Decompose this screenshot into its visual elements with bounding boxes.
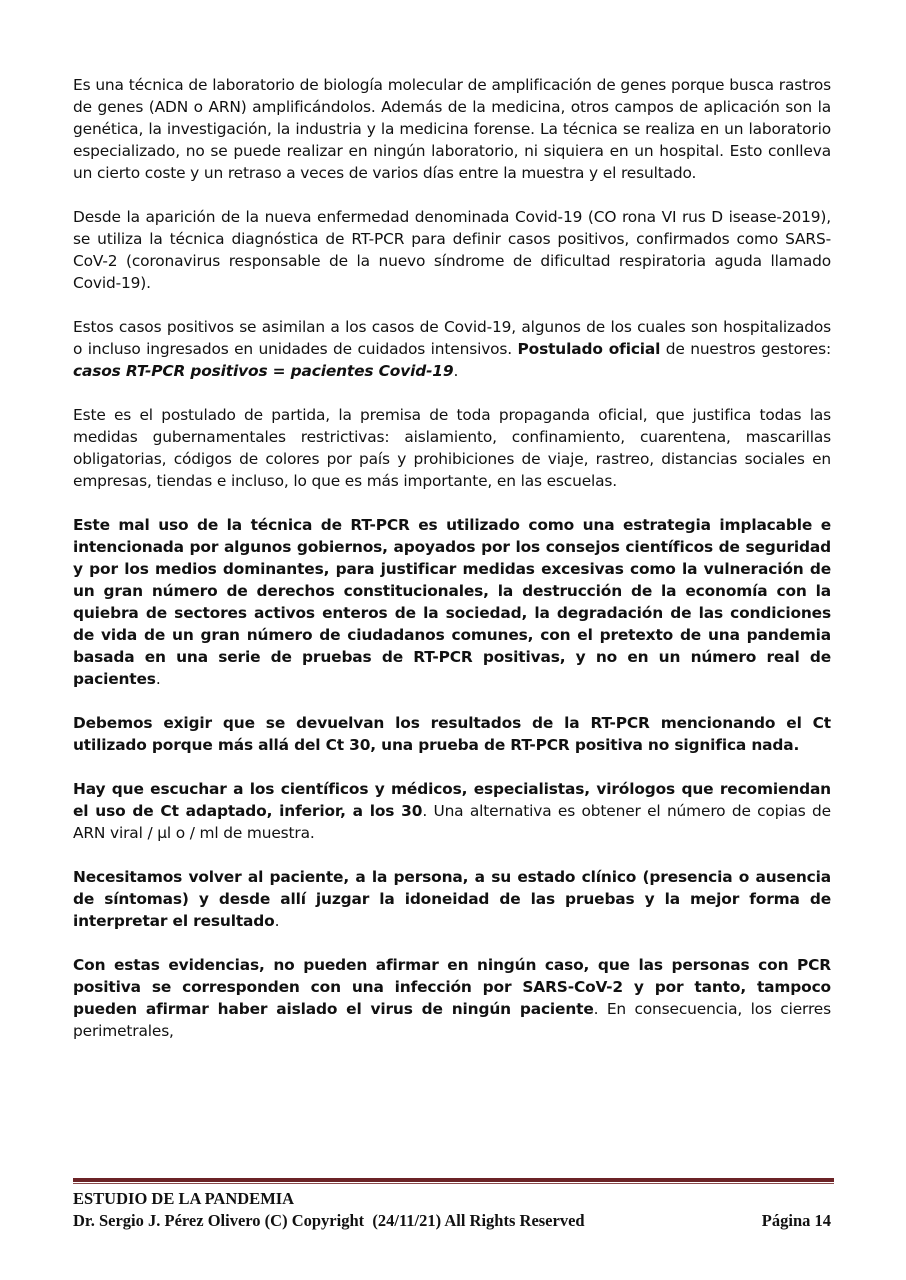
paragraph-1: Es una técnica de laboratorio de biología molecular de amplificación de genes porque busca rastros de genes (ADN o ARN) amplificándolos. Además de la medicina, otros campos de aplicación son la genética, la investigación, la industria y la medicina forense. La técnica se realiza en un laboratorio especializado, no se puede realizar en ningún laboratorio, ni siquiera en un hospital. Esto conlleva un cierto coste y un retraso a veces de varios días entre la muestra y el resultado.: [73, 76, 831, 182]
paragraph-4: Este es el postulado de partida, la premisa de toda propaganda oficial, que justifica todas las medidas gubernamentales restrictivas: aislamiento, confinamiento, cuarentena, mascarillas obligatorias, códigos de colores por país y prohibiciones de viaje, rastreo, distancias sociales en empresas, tiendas e incluso, lo que es más importante, en las escuelas.: [73, 406, 831, 490]
page-number: Página 14: [761, 1211, 831, 1230]
paragraph-5: [73, 514, 831, 690]
bold-run: Este mal uso de la técnica de RT-PCR es utilizado como una estrategia implacable e intencionada por algunos gobiernos, apoyados por los consejos científicos de seguridad y por los medios dominantes, para justificar medidas excesivas como la vulneración de un gran número de derechos constitucionales, la destrucción de la economía con la quiebra de sectores activos enteros de la sociedad, la degradación de las condiciones de vida de un gran número de ciudadanos comunes, con el pretexto de una pandemia basada en una serie de pruebas de RT-PCR positivas, y no en un número real de pacientes: [73, 516, 831, 688]
paragraph-7: [73, 778, 831, 844]
paragraph-9: [73, 954, 831, 1042]
text-run: .: [453, 362, 459, 380]
bold-run: Necesitamos volver al paciente, a la persona, a su estado clínico (presencia o ausencia de síntomas) y desde allí juzgar la idoneidad de las pruebas y la mejor forma de interpretar el resultado: [73, 868, 831, 930]
footer-title: ESTUDIO DE LA PANDEMIA: [73, 1189, 295, 1208]
text-run: de nuestros gestores:: [660, 340, 831, 358]
bold-run: Postulado oficial: [517, 340, 661, 358]
footer-rule-thick: [73, 1178, 834, 1182]
paragraph-2: Desde la aparición de la nueva enfermedad denominada Covid-19 (CO rona VI rus D isease-2019), se utiliza la técnica diagnóstica de RT-PCR para definir casos positivos, confirmados como SARS-CoV-2 (coronavirus responsable de la nuevo síndrome de dificultad respiratoria aguda llamado Covid-19).: [73, 208, 831, 292]
bold-italic-run: casos RT-PCR positivos = pacientes Covid-19: [73, 362, 454, 380]
paragraph-3: [73, 316, 831, 382]
document-body: [73, 74, 831, 1042]
text-run: Estos casos positivos se asimilan a los casos de Covid-19, algunos de los cuales son hospitalizados o incluso ingresados en unidades de cuidados intensivos.: [73, 318, 831, 358]
bold-run: Debemos exigir que se devuelvan los resultados de la RT-PCR mencionando el Ct utilizado porque más allá del Ct 30, una prueba de RT-PCR positiva no significa nada.: [73, 714, 831, 754]
footer-rule-thin: [73, 1183, 834, 1184]
text-run: .: [155, 670, 161, 688]
text-run: . En consecuencia, los cierres perimetrales,: [73, 1000, 831, 1040]
paragraph-6: [73, 712, 831, 756]
bold-run: Con estas evidencias, no pueden afirmar en ningún caso, que las personas con PCR positiva se corresponden con una infección por SARS-CoV-2 y por tanto, tampoco pueden afirmar haber aislado el virus de ningún paciente: [73, 956, 831, 1018]
bold-run: Hay que escuchar a los científicos y médicos, especialistas, virólogos que recomiendan el uso de Ct adaptado, inferior, a los 30: [73, 780, 831, 820]
text-run: .: [274, 912, 280, 930]
footer-line: [73, 1211, 831, 1231]
paragraph-8: [73, 866, 831, 932]
footer-author: Dr. Sergio J. Pérez Olivero (C) Copyright (24/11/21) All Rights Reserved: [73, 1211, 585, 1230]
text-run: . Una alternativa es obtener el número de copias de ARN viral / µl o / ml de muestra.: [73, 802, 831, 842]
